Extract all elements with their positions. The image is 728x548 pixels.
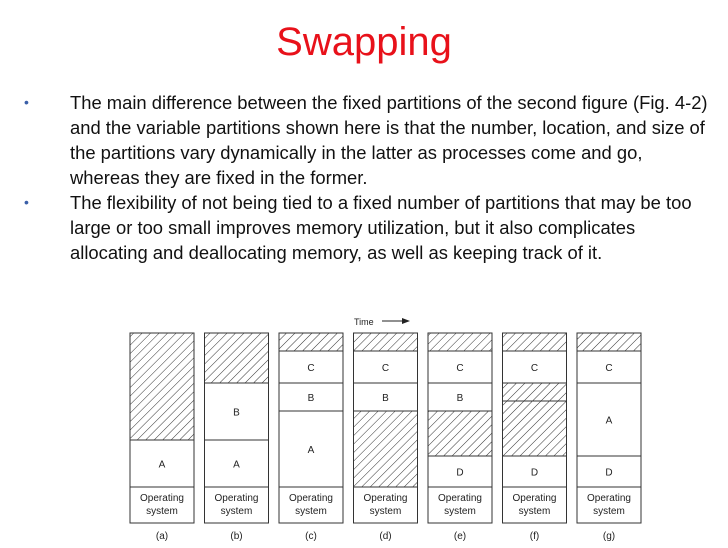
free-memory-hole <box>428 411 492 456</box>
process-label: D <box>605 467 613 479</box>
os-label: system <box>518 506 551 517</box>
os-label: system <box>146 506 178 517</box>
free-memory-hole <box>503 333 567 351</box>
free-memory-hole <box>279 333 343 351</box>
column-caption: (a) <box>155 531 169 542</box>
os-label: Operating <box>587 493 631 504</box>
free-memory-hole <box>130 333 194 440</box>
os-label: Operating <box>363 493 408 504</box>
free-memory-hole <box>205 333 269 383</box>
free-memory-hole <box>354 411 418 487</box>
process-label: C <box>307 363 315 374</box>
process-label: C <box>605 363 613 374</box>
os-label: system <box>295 506 327 517</box>
process-label: D <box>456 467 464 479</box>
process-label: A <box>233 459 240 471</box>
os-label: Operating <box>512 493 557 504</box>
os-label: Operating <box>140 493 184 504</box>
process-label: C <box>381 363 390 374</box>
process-label: D <box>530 467 539 479</box>
bullet-list <box>0 90 728 265</box>
memory-diagram <box>126 315 646 543</box>
bullet-text: The flexibility of not being tied to a fixed number of partitions that may be too large or too small improves memory utilization, but it also complicates allocating and deallocating memory, as well as keeping track of it. <box>70 192 692 263</box>
process-label: A <box>307 445 315 456</box>
process-label: A <box>605 415 613 427</box>
time-arrow-icon <box>402 318 410 324</box>
column-caption: (d) <box>379 531 392 542</box>
os-label: Operating <box>438 493 482 504</box>
free-memory-hole <box>577 333 641 351</box>
os-label: system <box>220 506 253 517</box>
os-label: system <box>369 506 402 517</box>
process-label: A <box>158 459 166 471</box>
bullet-marker: • <box>24 194 29 210</box>
column-caption: (b) <box>230 531 243 542</box>
process-label: B <box>456 393 464 404</box>
bullet-text: The main difference between the fixed partitions of the second figure (Fig. 4-2) and the variable partitions shown here is that the number, location, and size of the partitions vary dynamically in the latter as processes come and go, whereas they are fixed in the former. <box>70 92 708 188</box>
process-label: C <box>456 363 464 374</box>
column-caption: (g) <box>602 531 616 542</box>
os-label: system <box>593 506 625 517</box>
process-label: C <box>530 363 539 374</box>
os-label: system <box>444 506 476 517</box>
bullet-item <box>0 190 728 265</box>
bullet-marker: • <box>24 94 29 110</box>
os-label: Operating <box>214 493 259 504</box>
free-memory-hole <box>354 333 418 351</box>
column-caption: (c) <box>305 531 317 542</box>
free-memory-hole <box>503 383 567 401</box>
process-label: B <box>307 393 315 404</box>
bullet-item <box>0 90 728 190</box>
os-label: Operating <box>289 493 333 504</box>
memory-allocation-figure <box>126 315 646 548</box>
free-memory-hole <box>428 333 492 351</box>
process-label: B <box>233 407 240 419</box>
slide-title: Swapping <box>276 20 452 64</box>
time-label: Time <box>354 317 374 327</box>
free-memory-hole <box>503 401 567 456</box>
column-caption: (f) <box>529 531 540 542</box>
process-label: B <box>382 393 389 404</box>
column-caption: (e) <box>453 531 467 542</box>
